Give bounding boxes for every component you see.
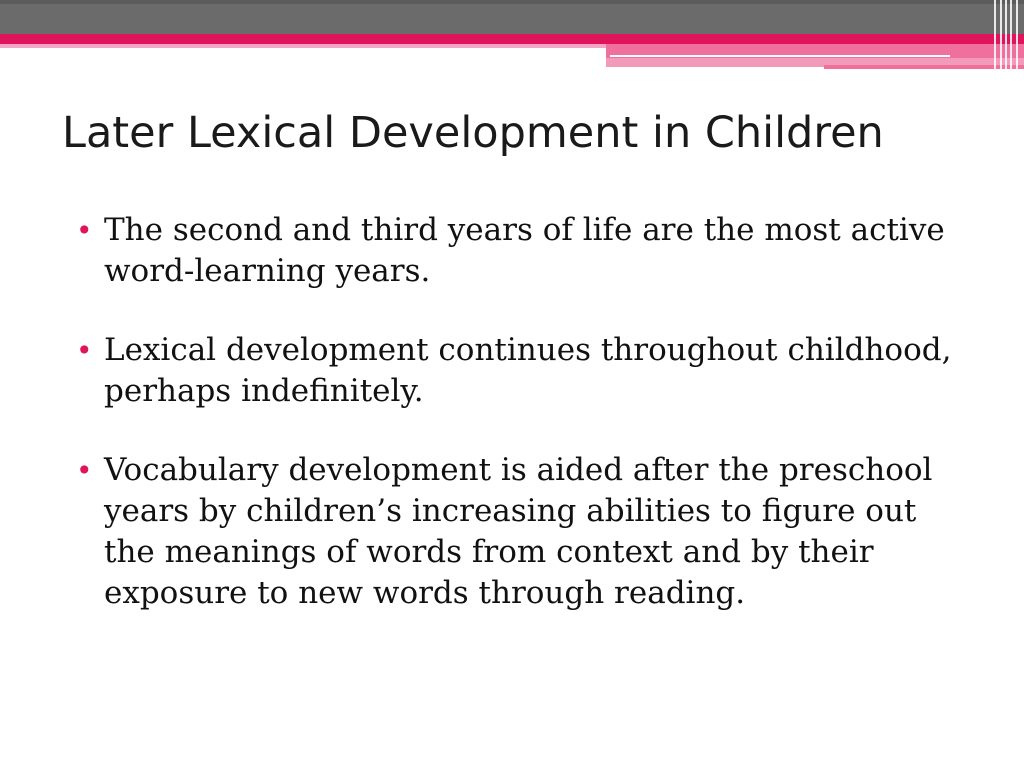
header-gray-bar [0, 0, 1024, 34]
bullet-icon: • [76, 334, 93, 367]
bullet-icon: • [76, 454, 93, 487]
bullet-item [72, 450, 972, 614]
header-white-stripe [610, 55, 950, 57]
bullet-icon: • [76, 214, 93, 247]
slide-title: Later Lexical Development in Children [62, 108, 884, 158]
bullet-item [72, 210, 972, 292]
header-pink-stripe [0, 34, 1024, 44]
bullet-list [72, 210, 972, 652]
bullet-text: Vocabulary development is aided after the preschool years by children’s increasing abilities to figure out the meanings of words from context and by their exposure to new words through reading. [104, 452, 933, 611]
bullet-item [72, 330, 972, 412]
bullet-text: Lexical development continues throughout childhood, perhaps indefinitely. [104, 332, 952, 409]
header-top-edge [0, 0, 1024, 4]
header-vertical-stripes [992, 0, 1024, 72]
bullet-text: The second and third years of life are the most active word-learning years. [104, 212, 945, 289]
